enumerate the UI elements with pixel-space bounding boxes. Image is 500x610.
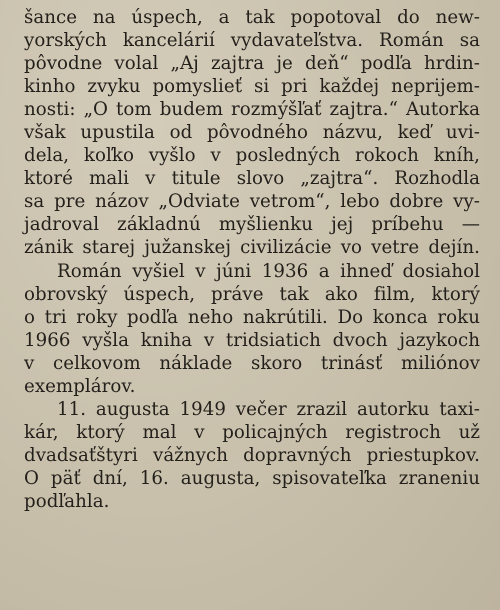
- text-line: kár, ktorý mal v policajných registroch už: [24, 422, 480, 443]
- text-line: o tri roky podľa neho nakrútili. Do konca roku: [24, 307, 480, 328]
- text-line: 1966 vyšla kniha v tridsiatich dvoch jazykoch: [24, 330, 480, 351]
- paragraph-start-line: Román vyšiel v júni 1936 a ihneď dosiahol: [57, 261, 480, 282]
- paragraph-end-line: podľahla.: [24, 491, 110, 512]
- text-line: pôvodne volal „Aj zajtra je deň“ podľa hrdin-: [24, 53, 480, 74]
- text-line: O päť dní, 16. augusta, spisovateľka zraneniu: [24, 468, 480, 489]
- text-line: dela, koľko vyšlo v posledných rokoch kníh,: [24, 145, 480, 166]
- paragraph-start-line: 11. augusta 1949 večer zrazil autorku taxi-: [57, 399, 480, 420]
- text-line: yorských kancelárií vydavateľstva. Román sa: [24, 30, 480, 51]
- text-line: obrovský úspech, práve tak ako film, ktorý: [24, 284, 480, 305]
- text-line: ktoré mali v titule slovo „zajtra“. Rozhodla: [24, 168, 480, 189]
- text-line: šance na úspech, a tak popotoval do new-: [24, 7, 480, 28]
- text-line: jadroval základnú myšlienku jej príbehu —: [24, 214, 480, 235]
- paragraph-end-line: exemplárov.: [24, 376, 136, 397]
- text-line: v celkovom náklade skoro trinásť miliónov: [24, 353, 480, 374]
- text-line: však upustila od pôvodného názvu, keď uvi-: [24, 122, 480, 143]
- text-line: nosti: „O tom budem rozmýšľať zajtra.“ Autorka: [24, 99, 480, 120]
- text-line: zánik starej južanskej civilizácie vo vetre dejín.: [24, 237, 480, 258]
- text-line: sa pre názov „Odviate vetrom“, lebo dobre vy-: [24, 191, 480, 212]
- text-line: kinho zvyku pomyslieť si pri každej neprijem-: [24, 76, 480, 97]
- text-line: dvadsaťštyri vážnych dopravných priestupkov.: [24, 445, 480, 466]
